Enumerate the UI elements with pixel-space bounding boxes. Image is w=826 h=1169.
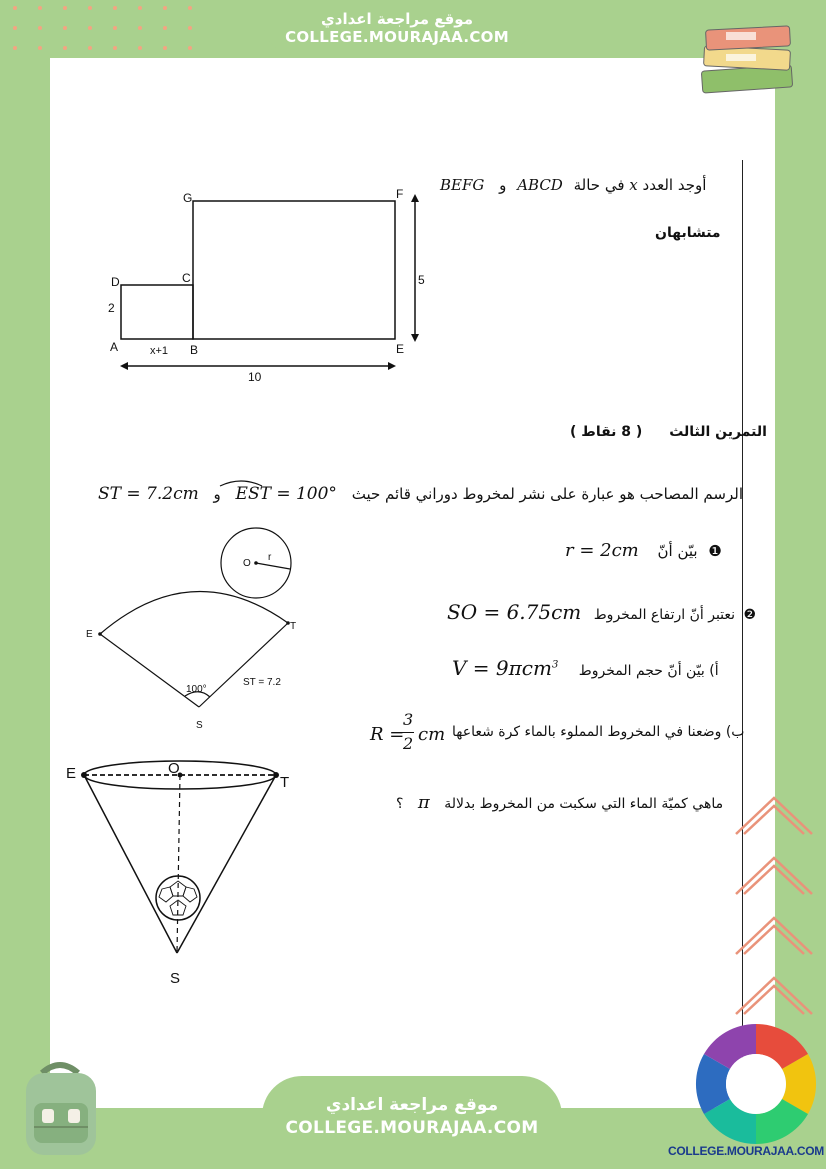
exercise3-title: التمرين الثالث: [669, 424, 767, 440]
question-2a: أ) بيّن أنّ حجم المخروط V = 9πcm$^3$: [452, 656, 719, 680]
question-1: ❶ بيّن أنّ r = 2cm: [565, 540, 722, 561]
site-banner-top[interactable]: [262, 0, 532, 58]
label-b: B: [190, 343, 199, 357]
logo-text: COLLEGE.MOURAJAA.COM: [668, 1144, 825, 1158]
exercise2-prompt-end: متشابهان: [655, 225, 721, 241]
question-2b: ب) وضعنا في المخروط المملوء بالماء كرة شعاعها: [452, 724, 745, 740]
net-label-e: E: [86, 629, 93, 640]
cone-label-o: O: [168, 760, 180, 777]
exercise3-header: [570, 424, 767, 440]
label-side-5: 5: [418, 273, 425, 287]
cone-label-t: T: [280, 774, 290, 791]
chevrons-decoration: [728, 790, 818, 1040]
arc-hat-mark: [218, 478, 264, 488]
question-2: ❷ نعتبر أنّ ارتفاع المخروط SO = 6.75cm: [447, 600, 757, 624]
exercise2-prompt: أوجد العدد x في حالة ABCD و BEFG: [440, 176, 707, 194]
exercise3-points: ( 8 نقاط ): [570, 424, 643, 440]
label-side-10: 10: [248, 370, 262, 384]
question-3: ماهي كميّة الماء التي سكبت من المخروط بدلالة π ؟: [396, 792, 724, 813]
label-g: G: [183, 191, 193, 205]
label-side-x1: x+1: [150, 345, 169, 357]
decorative-dots: [0, 0, 200, 60]
site-logo-icon[interactable]: [694, 1022, 818, 1146]
backpack-icon: [12, 1055, 112, 1160]
cone-ball-figure: [60, 745, 310, 990]
net-label-o: O: [243, 558, 251, 569]
label-d: D: [111, 275, 120, 289]
rect-abcd: [121, 285, 193, 339]
label-f: F: [396, 187, 404, 201]
exercise3-statement: الرسم المصاحب هو عبارة على نشر لمخروط دوراني قائم حيث EST = 100° و ST = 7.2cm: [98, 484, 744, 504]
site-name: موقع مراجعة اعدادي: [321, 10, 473, 28]
label-c: C: [182, 271, 191, 285]
net-st-label: ST = 7.2: [243, 677, 281, 688]
label-e: E: [396, 342, 405, 356]
net-angle-label: 100°: [186, 684, 207, 695]
cone-label-e: E: [66, 765, 77, 782]
net-label-t: T: [290, 621, 297, 632]
cone-net-figure: [80, 525, 310, 735]
cone-label-s: S: [170, 970, 181, 987]
site-url-bottom[interactable]: COLLEGE.MOURAJAA.COM: [285, 1118, 539, 1138]
site-name-bottom: موقع مراجعة اعدادي: [325, 1095, 499, 1115]
net-label-s: S: [196, 720, 203, 731]
books-icon: [690, 10, 810, 100]
site-url[interactable]: COLLEGE.MOURAJAA.COM: [285, 28, 509, 46]
net-label-r: r: [268, 552, 272, 563]
rect-befg: [193, 201, 395, 339]
label-side-2: 2: [108, 301, 115, 315]
rectangles-figure: [100, 180, 440, 385]
site-banner-bottom[interactable]: [262, 1076, 562, 1169]
label-a: A: [110, 340, 119, 354]
